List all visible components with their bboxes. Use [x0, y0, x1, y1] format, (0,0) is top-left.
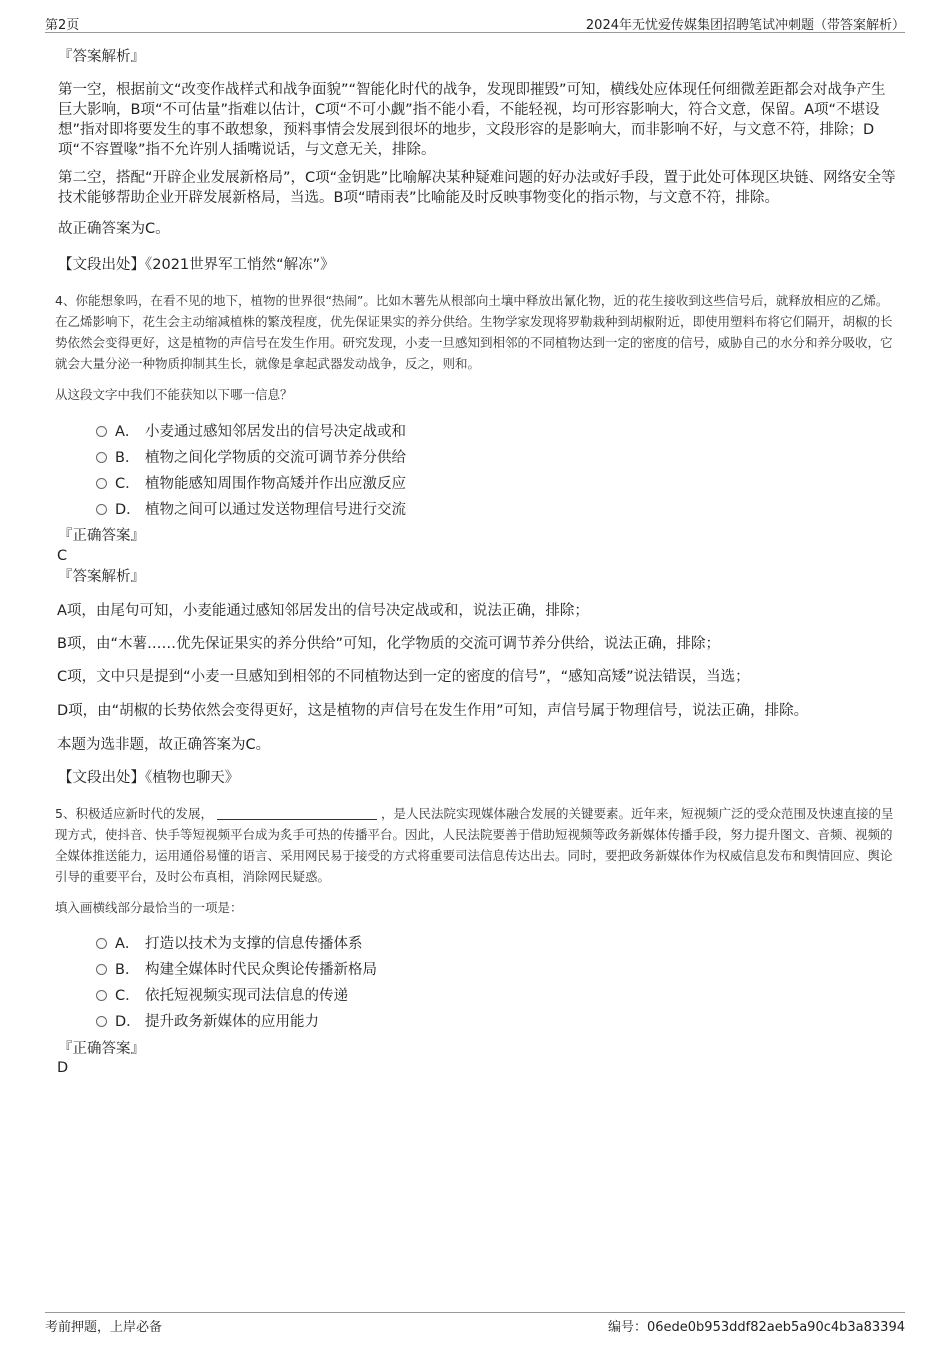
q4-stem: 4、你能想象吗，在看不见的地下，植物的世界很“热闹”。比如木薯先从根部向土壤中释放出氰化物，近的花生接收到这些信号后，就释放相应的乙烯。在乙烯影响下，花生会主动缩减植株的繁茂程度，优先保证果实的养分供给。生物学家发现将罗勒栽种到胡椒附近，即使用塑料布将它们隔开，胡椒的长势依然会变得更好，这是植物的声信号在发生作用。研究发现，小麦一旦感知到相邻的不同植物达到一定的密度的信号，威胁自己的水分和养分吸收，它就会大量分泌一种物质抑制其生长，就像是拿起武器发动战争，反之，则和。 — [55, 293, 893, 371]
q4-option-d[interactable]: D． 植物之间可以通过发送物理信号进行交流 — [96, 498, 406, 519]
q4-analysis-a: A项，由尾句可知，小麦能通过感知邻居发出的信号决定战或和，说法正确，排除； — [57, 603, 589, 619]
q4-analysis-b: B项，由“木薯……优先保证果实的养分供给”可知，化学物质的交流可调节养分供给，说法正确，排除； — [57, 636, 720, 652]
document-title: 2024年无忧爱传媒集团招聘笔试冲刺题（带答案解析） — [585, 18, 905, 33]
q3-source: 【文段出处】《2021世界军工悄然“解冻”》 — [58, 257, 335, 273]
q3-analysis-blank1: 第一空，根据前文“改变作战样式和战争面貌”“智能化时代的战争，发现即摧毁”可知，横线处应体现任何细微差距都会对战争产生巨大影响，B项“不可估量”指难以估计，C项“不可小觑”指不能小看，不能轻视，均可形容影响大，符合文意，保留。A项“不堪设想”指对即将要发生的事不敢想象，预料事情会发展到很坏的地步，文段形容的是影响大，而非影响不好，与文意不符，排除；D项“不容置喙”指不允许别人插嘴说话，与文意无关，排除。 — [58, 82, 886, 158]
q4-analysis-c: C项，文中只是提到“小麦一旦感知到相邻的不同植物达到一定的密度的信号”，“感知高矮”说法错误，当选； — [57, 669, 750, 685]
document-id: 编号：06ede0b953ddf82aeb5a90c4b3a83394 — [607, 1320, 905, 1335]
q4-option-a[interactable]: A． 小麦通过感知邻居发出的信号决定战或和 — [96, 420, 406, 441]
q4-source: 【文段出处】《植物也聊天》 — [58, 770, 240, 786]
radio-icon[interactable] — [96, 990, 107, 1001]
q4-option-c[interactable]: C． 植物能感知周围作物高矮并作出应激反应 — [96, 472, 406, 493]
footer-slogan: 考前押题，上岸必备 — [45, 1320, 163, 1335]
q5-answer: D — [57, 1060, 69, 1076]
q4-analysis-label: 『答案解析』 — [58, 569, 145, 585]
q5-option-b[interactable]: B． 构建全媒体时代民众舆论传播新格局 — [96, 958, 377, 979]
q4-answer-label: 『正确答案』 — [58, 528, 145, 544]
radio-icon[interactable] — [96, 938, 107, 949]
page-header — [45, 14, 905, 33]
q5-option-a[interactable]: A． 打造以技术为支撑的信息传播体系 — [96, 932, 363, 953]
q5-question: 填入画横线部分最恰当的一项是： — [55, 900, 243, 915]
q5-stem: 5、积极适应新时代的发展， ，是人民法院实现媒体融合发展的关键要素。近年来，短视频广泛的受众范围及快速直接的呈现方式，使抖音、快手等短视频平台成为炙手可热的传播平台。因此，人民法院要善于借助短视频等政务新媒体传播手段，努力提升图文、音频、视频的全媒体推送能力，运用通俗易懂的语言、采用网民易于接受的方式将重要司法信息传达出去。同时，要把政务新媒体作为权威信息发布和舆情回应、舆论引导的重要平台，及时公布真相，消除网民疑惑。 — [55, 806, 894, 884]
q4-analysis-d: D项，由“胡椒的长势依然会变得更好，这是植物的声信号在发生作用”可知，声信号属于物理信号，说法正确，排除。 — [57, 703, 809, 719]
answer-blank — [217, 807, 377, 820]
q3-analysis-blank2: 第二空，搭配“开辟企业发展新格局”，C项“金钥匙”比喻解决某种疑难问题的好办法或好手段，置于此处可体现区块链、网络安全等技术能够帮助企业开辟发展新格局，当选。B项“晴雨表”比喻能及时反映事物变化的指示物，与文意不符，排除。 — [58, 170, 896, 206]
q5-option-c[interactable]: C． 依托短视频实现司法信息的传递 — [96, 984, 348, 1005]
radio-icon[interactable] — [96, 1016, 107, 1027]
q4-option-b[interactable]: B． 植物之间化学物质的交流可调节养分供给 — [96, 446, 406, 467]
q3-analysis-label: 『答案解析』 — [58, 49, 145, 65]
q3-conclusion: 故正确答案为C。 — [58, 221, 170, 237]
radio-icon[interactable] — [96, 452, 107, 463]
radio-icon[interactable] — [96, 478, 107, 489]
q4-answer: C — [57, 548, 68, 564]
radio-icon[interactable] — [96, 964, 107, 975]
q4-question: 从这段文字中我们不能获知以下哪一信息？ — [55, 387, 293, 402]
q5-answer-label: 『正确答案』 — [58, 1041, 145, 1057]
q5-option-d[interactable]: D． 提升政务新媒体的应用能力 — [96, 1010, 319, 1031]
radio-icon[interactable] — [96, 426, 107, 437]
q4-conclusion: 本题为选非题，故正确答案为C。 — [57, 737, 271, 753]
radio-icon[interactable] — [96, 504, 107, 515]
page-number: 第2页 — [45, 18, 80, 33]
page-footer — [45, 1312, 905, 1333]
